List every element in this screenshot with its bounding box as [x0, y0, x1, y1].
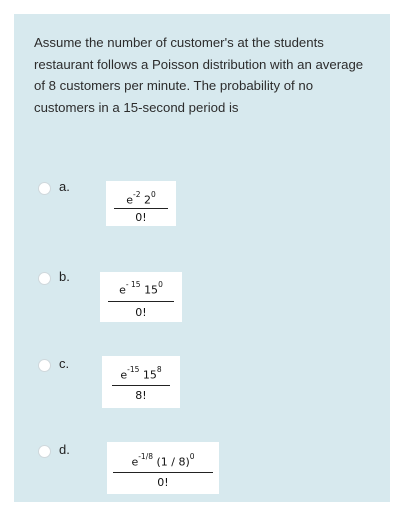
radio-button-c[interactable] [38, 359, 51, 372]
formula-c [102, 356, 180, 408]
formula-numerator: $e^{-1/8}$ (1 / 8)$^0$ [131, 452, 195, 469]
fraction-bar [113, 472, 213, 473]
formula-denominator: 8! [135, 389, 147, 402]
option-a[interactable] [14, 171, 390, 251]
formula-denominator: 0! [135, 211, 147, 224]
formula-d [107, 442, 219, 494]
formula-denominator: 0! [157, 476, 169, 489]
formula-b [100, 272, 182, 322]
formula-numerator: $e^{- 15}$ $15^0$ [119, 280, 163, 297]
question-card [14, 14, 390, 502]
radio-button-d[interactable] [38, 445, 51, 458]
fraction-bar [114, 208, 168, 209]
option-letter: a. [59, 179, 70, 194]
option-letter: d. [59, 442, 70, 457]
formula-a [106, 181, 176, 226]
formula-numerator: $e^{-2}$ $2^0$ [126, 190, 156, 207]
radio-button-a[interactable] [38, 182, 51, 195]
radio-button-b[interactable] [38, 272, 51, 285]
option-letter: c. [59, 356, 70, 371]
fraction-bar [108, 301, 174, 302]
option-d[interactable] [14, 434, 390, 514]
option-c[interactable] [14, 348, 390, 428]
option-b[interactable] [14, 261, 390, 341]
fraction-bar [112, 385, 170, 386]
option-letter: b. [59, 269, 70, 284]
formula-denominator: 0! [135, 306, 147, 319]
question-text: Assume the number of customer's at the students restaurant follows a Poisson distribution with an average of 8 customers per minute. The probability of no customers in a 15-second period is [34, 35, 364, 115]
formula-numerator: $e^{-15}$ $15^8$ [120, 365, 162, 382]
